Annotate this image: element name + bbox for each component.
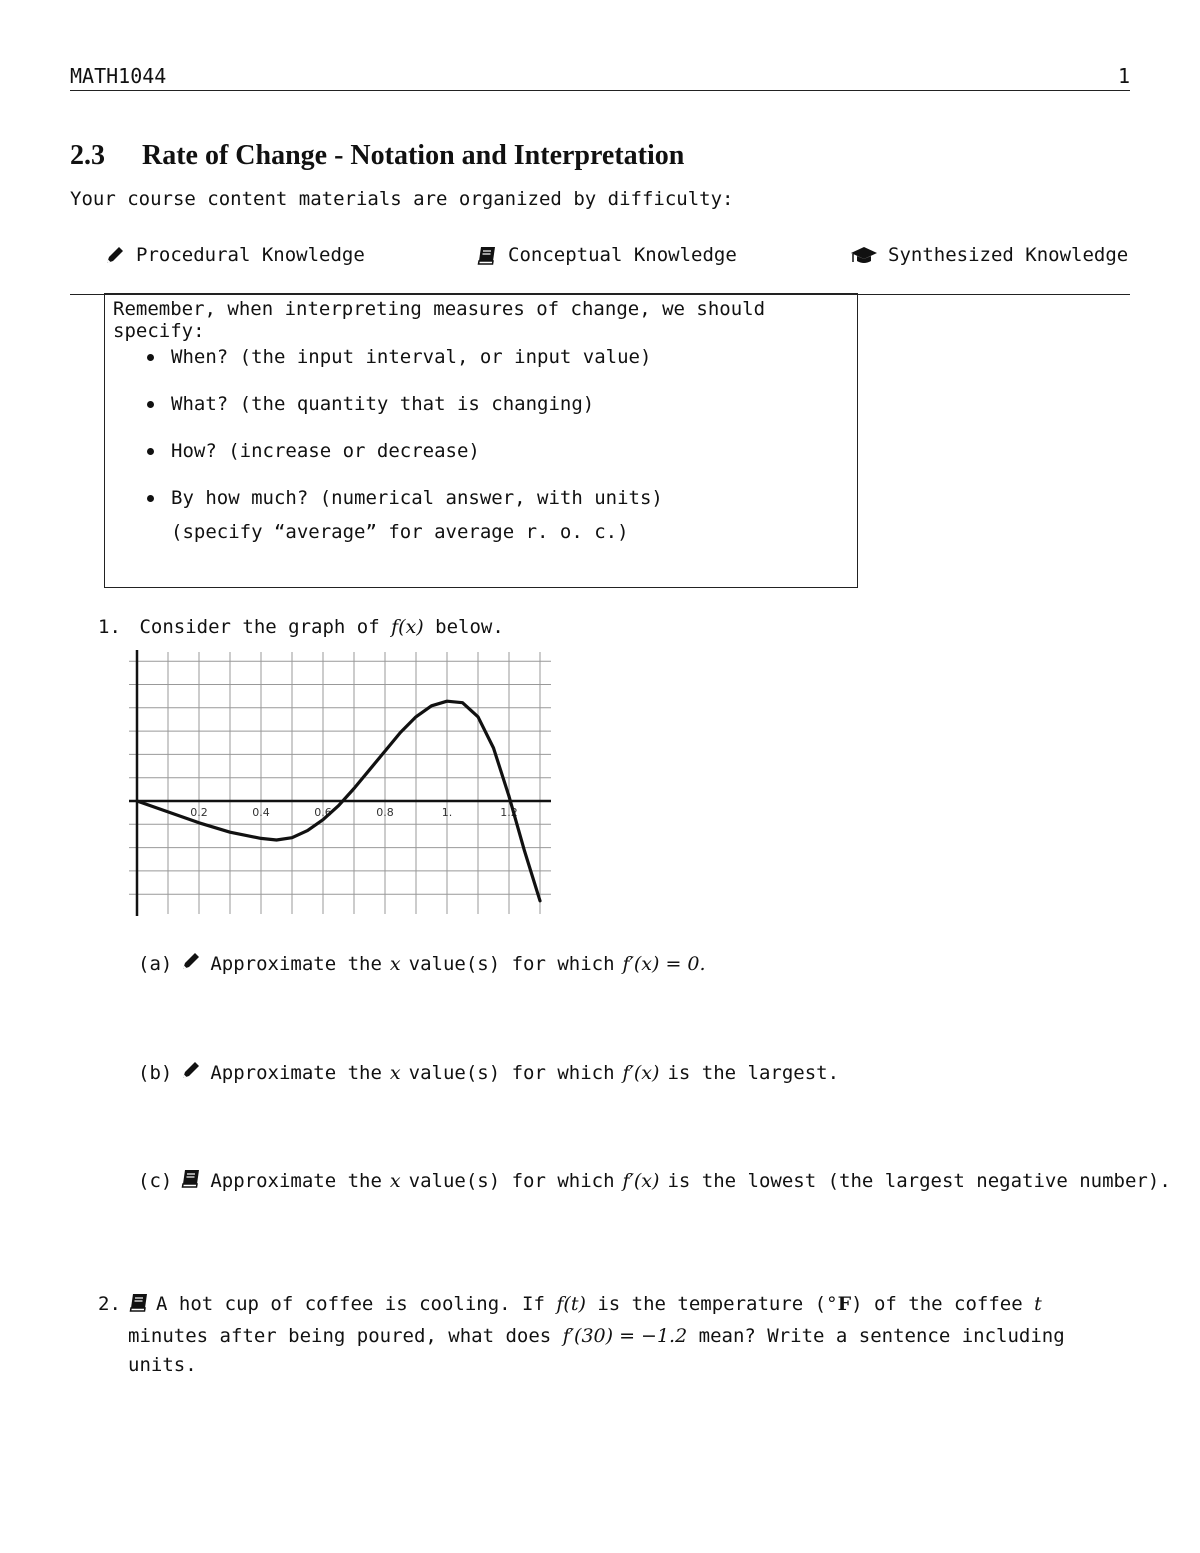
- book-icon: [476, 244, 498, 266]
- remember-lead: Remember, when interpreting measures of change, we should specify:: [113, 298, 766, 342]
- section-number: 2.3: [70, 140, 105, 171]
- difficulty-legend: [70, 244, 1130, 295]
- x-tick-label: 0.8: [376, 806, 394, 819]
- question-1b: (b) Approximate the x value(s) for which f′(x) is the largest.: [138, 1059, 839, 1086]
- book-icon: [180, 1167, 202, 1194]
- pencil-icon: [104, 244, 126, 266]
- question-2: 2. A hot cup of coffee is cooling. If f(t) is the temperature (°F) of the coffee t minutes after being poured, what does f′(30) = −1.2 mean? Write a sentence including units.: [98, 1290, 1132, 1380]
- function-graph: [125, 648, 555, 916]
- page-number: 1: [1117, 64, 1130, 88]
- section-heading: Rate of Change - Notation and Interpretation: [142, 140, 685, 171]
- book-icon: [128, 1291, 150, 1322]
- part-label: (a): [138, 952, 173, 975]
- course-code: MATH1044: [70, 64, 167, 88]
- legend-label: Procedural Knowledge: [136, 244, 365, 266]
- question-1c: (c) Approximate the x value(s) for which f′(x) is the lowest (the largest negative number).: [138, 1167, 1171, 1194]
- part-label: (c): [138, 1169, 173, 1192]
- pencil-icon: [180, 1059, 202, 1086]
- question-1a: (a) Approximate the x value(s) for which f′(x) = 0.: [138, 950, 706, 977]
- graduation-cap-icon: [850, 244, 878, 266]
- section-title: [70, 140, 684, 172]
- function-name: f(x): [391, 616, 424, 638]
- x-tick-label: 1.2: [500, 806, 518, 819]
- x-tick-label: 0.2: [190, 806, 208, 819]
- list-item: What? (the quantity that is changing): [105, 393, 663, 415]
- list-item: When? (the input interval, or input value): [105, 346, 663, 368]
- remember-box: [104, 293, 858, 588]
- remember-list: [105, 346, 663, 568]
- list-item: By how much? (numerical answer, with units) (specify “average” for average r. o. c.): [105, 487, 663, 543]
- question-number: 2.: [98, 1293, 121, 1315]
- question-number: 1.: [98, 616, 121, 638]
- remember-note: (specify “average” for average r. o. c.): [171, 521, 629, 543]
- legend-conceptual: [476, 244, 737, 266]
- intro-text: Your course content materials are organized by difficulty:: [70, 188, 734, 210]
- legend-synthesized: [850, 244, 1128, 266]
- x-tick-label: 0.4: [252, 806, 270, 819]
- legend-procedural: [104, 244, 365, 266]
- x-tick-label: 1.: [441, 806, 453, 819]
- legend-label: Conceptual Knowledge: [508, 244, 737, 266]
- question-1: 1. Consider the graph of f(x) below.: [98, 616, 504, 638]
- x-tick-label: 0.6: [314, 806, 332, 819]
- list-item: How? (increase or decrease): [105, 440, 663, 462]
- page-header: [70, 64, 1130, 91]
- legend-label: Synthesized Knowledge: [888, 244, 1129, 266]
- part-label: (b): [138, 1061, 173, 1084]
- pencil-icon: [180, 950, 202, 977]
